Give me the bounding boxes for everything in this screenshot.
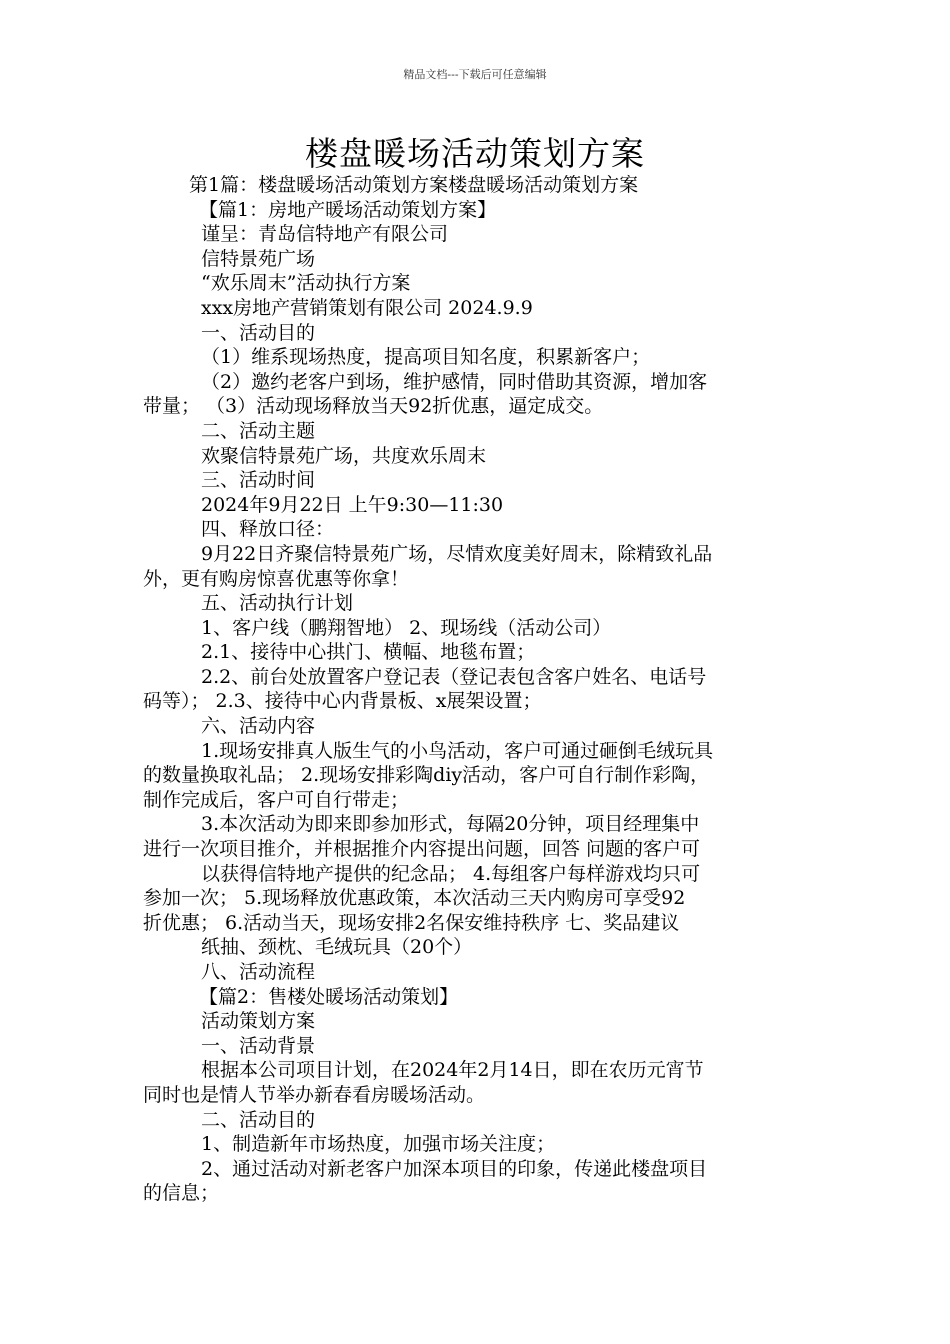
text-line: 活动策划方案 bbox=[201, 1010, 316, 1033]
text-line: 欢聚信特景苑广场，共度欢乐周末 bbox=[201, 444, 487, 467]
text-line: （1）维系现场热度，提高项目知名度，积累新客户； bbox=[201, 346, 651, 369]
text-line: 1、制造新年市场热度，加强市场关注度； bbox=[201, 1133, 556, 1156]
document-body bbox=[143, 173, 823, 1206]
text-line: 进行一次项目推介，并根据推介内容提出问题，回答 问题的客户可 bbox=[143, 838, 701, 861]
text-line: 【篇1：房地产暖场活动策划方案】 bbox=[199, 198, 497, 221]
text-line: 2、通过活动对新老客户加深本项目的印象，传递此楼盘项目 bbox=[201, 1157, 708, 1180]
text-line: 谨呈：青岛信特地产有限公司 bbox=[201, 223, 449, 246]
text-line: 1、客户线（鹏翔智地） 2、现场线（活动公司） bbox=[201, 616, 612, 639]
text-line: 折优惠； 6.活动当天，现场安排2名保安维持秩序 七、奖品建议 bbox=[143, 911, 680, 934]
text-line: 纸抽、颈枕、毛绒玩具（20个） bbox=[201, 936, 473, 959]
text-line: 2.2、前台处放置客户登记表（登记表包含客户姓名、电话号 bbox=[201, 665, 707, 688]
text-line: 1.现场安排真人版生气的小鸟活动，客户可通过砸倒毛绒玩具 bbox=[201, 739, 714, 762]
text-line: 六、活动内容 bbox=[201, 715, 316, 738]
text-line: 三、活动时间 bbox=[201, 469, 316, 492]
document-title: 楼盘暖场活动策划方案 bbox=[305, 134, 645, 173]
text-line: 参加一次； 5.现场释放优惠政策，本次活动三天内购房可享受92 bbox=[143, 887, 686, 910]
text-line: 2024年9月22日 上午9:30—11:30 bbox=[201, 493, 504, 516]
text-line: 的信息； bbox=[143, 1182, 220, 1205]
text-line: 五、活动执行计划 bbox=[201, 592, 354, 615]
text-line: 的数量换取礼品； 2.现场安排彩陶diy活动，客户可自行制作彩陶， bbox=[143, 764, 710, 787]
text-line: 四、释放口径： bbox=[201, 518, 335, 541]
text-line: 3.本次活动为即来即参加形式，每隔20分钟，项目经理集中 bbox=[201, 813, 700, 836]
text-line: “欢乐周末”活动执行方案 bbox=[201, 272, 411, 295]
text-line: 信特景苑广场 bbox=[201, 247, 316, 270]
text-line: 【篇2：售楼处暖场活动策划】 bbox=[199, 985, 459, 1008]
text-line: 以获得信特地产提供的纪念品； 4.每组客户每样游戏均只可 bbox=[201, 862, 701, 885]
text-line: （2）邀约老客户到场，维护感情，同时借助其资源，增加客 bbox=[201, 370, 708, 393]
text-line: 带量； （3）活动现场释放当天92折优惠，逼定成交。 bbox=[143, 395, 604, 418]
text-line: 码等）； 2.3、接待中心内背景板、x展架设置； bbox=[143, 690, 542, 713]
text-line: 一、活动背景 bbox=[201, 1034, 316, 1057]
text-line: 八、活动流程 bbox=[201, 961, 316, 983]
text-line: 2.1、接待中心拱门、横幅、地毯布置； bbox=[201, 641, 536, 664]
text-line: 一、活动目的 bbox=[201, 321, 316, 344]
text-line: 9月22日齐聚信特景苑广场，尽情欢度美好周末，除精致礼品 bbox=[201, 542, 713, 565]
text-line: 根据本公司项目计划，在2024年2月14日，即在农历元宵节 bbox=[201, 1059, 704, 1082]
text-line: 制作完成后，客户可自行带走； bbox=[143, 788, 410, 811]
text-line: xxx房地产营销策划有限公司 2024.9.9 bbox=[201, 296, 533, 319]
text-line: 同时也是情人节举办新春看房暖场活动。 bbox=[143, 1083, 486, 1106]
page-header: 精品文档---下载后可任意编辑 bbox=[403, 68, 547, 81]
text-line: 外，更有购房惊喜优惠等你拿！ bbox=[143, 567, 410, 590]
text-line: 二、活动目的 bbox=[201, 1108, 316, 1131]
text-line: 二、活动主题 bbox=[201, 419, 316, 442]
text-line: 第1篇：楼盘暖场活动策划方案楼盘暖场活动策划方案 bbox=[189, 174, 639, 196]
